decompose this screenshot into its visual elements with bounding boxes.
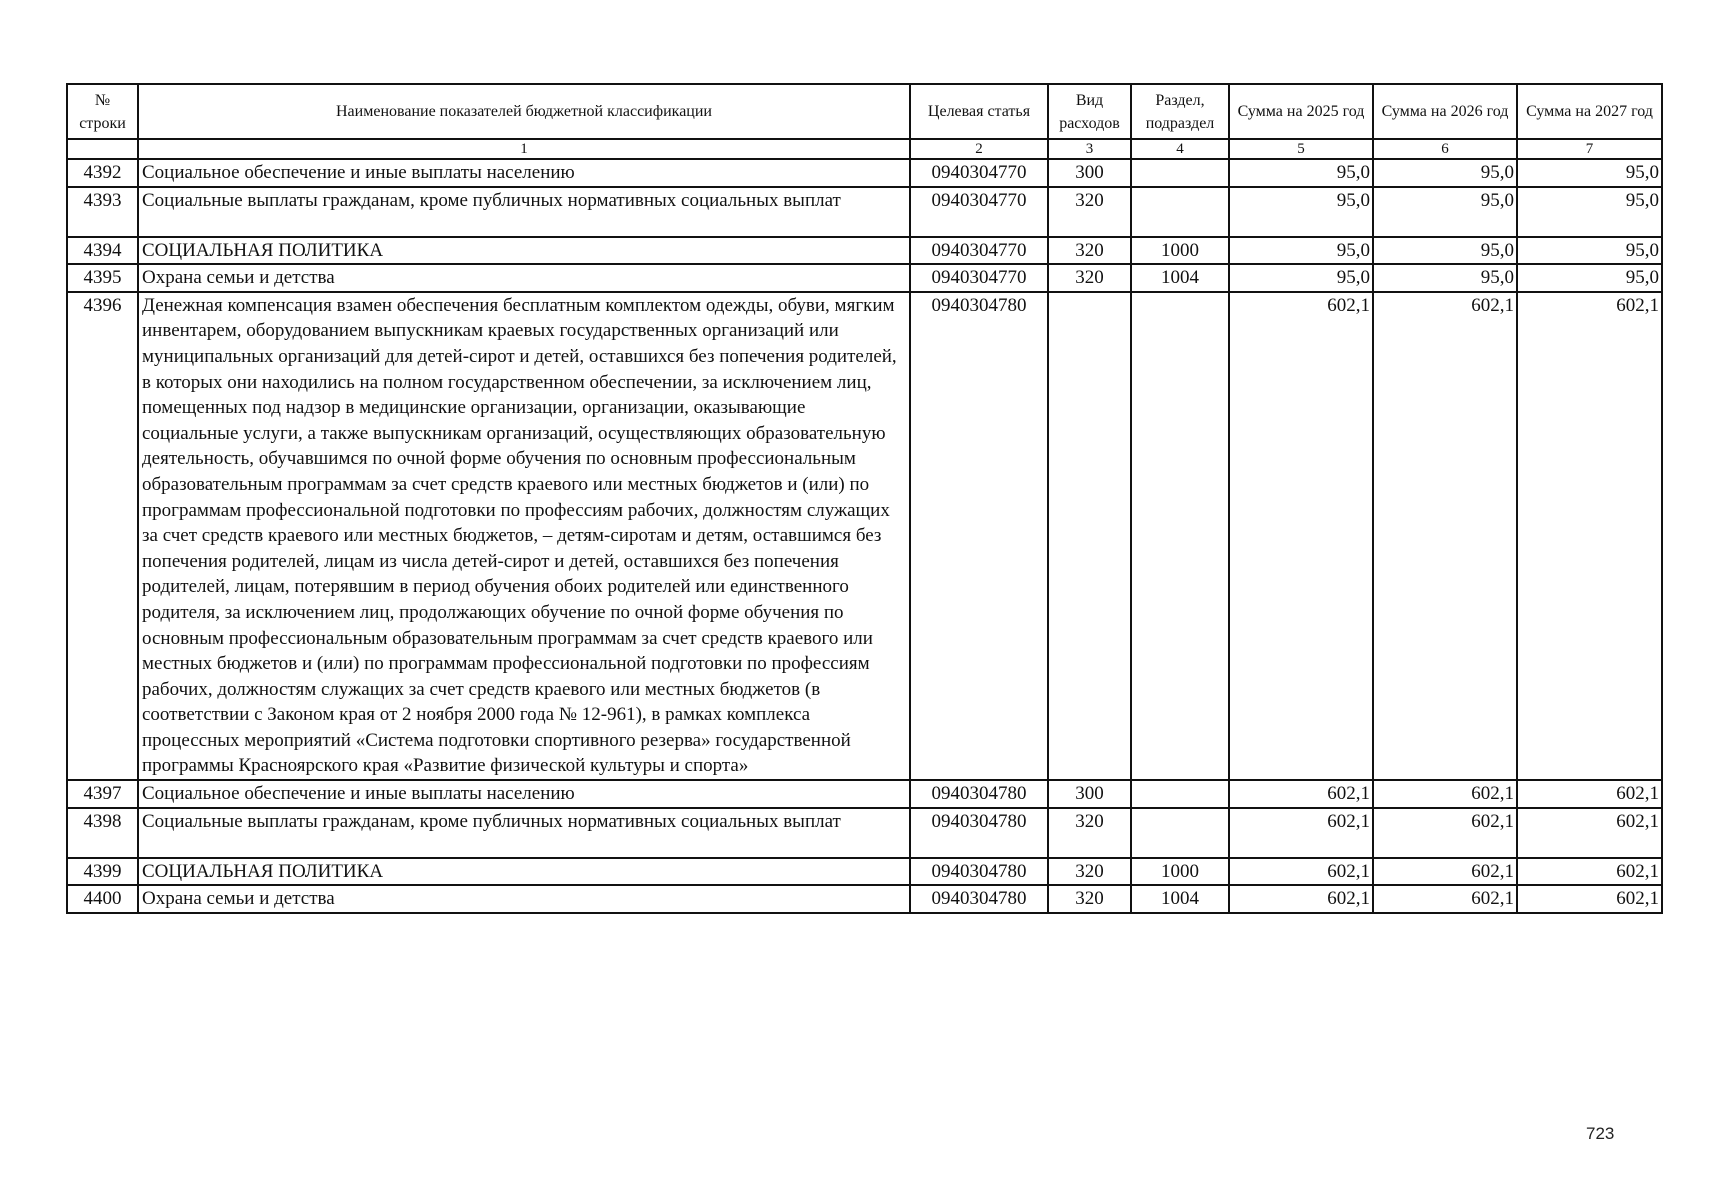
row-sum-2026: 95,0 (1373, 237, 1517, 265)
header-sum-2025: Сумма на 2025 год (1229, 84, 1373, 139)
row-sum-2026: 602,1 (1373, 858, 1517, 886)
row-number: 4396 (67, 292, 138, 780)
row-number: 4394 (67, 237, 138, 265)
row-number: 4400 (67, 885, 138, 913)
row-expense-type: 300 (1048, 159, 1131, 187)
row-sum-2026: 602,1 (1373, 292, 1517, 780)
row-expense-type: 320 (1048, 237, 1131, 265)
table-row (67, 885, 1662, 913)
table-row (67, 292, 1662, 780)
row-sum-2025: 602,1 (1229, 885, 1373, 913)
row-target-code: 0940304780 (910, 885, 1048, 913)
table-row (67, 187, 1662, 237)
row-section (1131, 780, 1229, 808)
row-sum-2025: 95,0 (1229, 187, 1373, 237)
row-name: Социальное обеспечение и иные выплаты населению (138, 159, 910, 187)
row-sum-2026: 95,0 (1373, 187, 1517, 237)
row-section (1131, 159, 1229, 187)
row-expense-type: 320 (1048, 187, 1131, 237)
page-number: 723 (1586, 1124, 1615, 1143)
table-row (67, 780, 1662, 808)
row-expense-type: 320 (1048, 808, 1131, 858)
row-section (1131, 187, 1229, 237)
header-section: Раздел, подраздел (1131, 84, 1229, 139)
row-name: Охрана семьи и детства (138, 885, 910, 913)
row-target-code: 0940304780 (910, 858, 1048, 886)
row-section (1131, 292, 1229, 780)
row-sum-2027: 602,1 (1517, 292, 1662, 780)
budget-table (66, 83, 1663, 914)
column-number: 2 (910, 139, 1048, 159)
table-row (67, 808, 1662, 858)
row-sum-2026: 602,1 (1373, 885, 1517, 913)
row-sum-2026: 95,0 (1373, 159, 1517, 187)
row-sum-2026: 602,1 (1373, 780, 1517, 808)
column-number: 1 (138, 139, 910, 159)
row-target-code: 0940304770 (910, 187, 1048, 237)
row-section: 1004 (1131, 264, 1229, 292)
row-sum-2027: 95,0 (1517, 264, 1662, 292)
column-number: 3 (1048, 139, 1131, 159)
row-name: СОЦИАЛЬНАЯ ПОЛИТИКА (138, 858, 910, 886)
row-expense-type: 320 (1048, 264, 1131, 292)
column-number: 6 (1373, 139, 1517, 159)
row-number: 4395 (67, 264, 138, 292)
row-name: Денежная компенсация взамен обеспечения бесплатным комплектом одежды, обуви, мягким инвентарем, оборудованием выпускникам краевых государственных организаций или муниципальных организаций для детей-сирот и детей, оставшихся без попечения родителей, в которых они находились на полном государственном обеспечении, за исключением лиц, помещенных под надзор в медицинские организации, организации, оказывающие социальные услуги, а также выпускникам организаций, осуществляющих образовательную деятельность, обучавшимся по очной форме обучения по основным профессиональным образовательным программам за счет средств краевого или местных бюджетов и (или) по программам профессиональной подготовки по профессиям рабочих, должностям служащих за счет средств краевого или местных бюджетов, – детям-сиротам и детям, оставшимся без попечения родителей, лицам из числа детей-сирот и детей, оставшихся без попечения родителей, лицам, потерявшим в период обучения обоих родителей или единственного родителя, за исключением лиц, продолжающих обучение по очной форме обучения по основным профессиональным образовательным программам за счет средств краевого или местных бюджетов и (или) по программам профессиональной подготовки по профессиям рабочих, должностям служащих за счет средств краевого или местных бюджетов (в соответствии с Законом края от 2 ноября 2000 года № 12-961), в рамках комплекса процессных мероприятий «Система подготовки спортивного резерва» государственной программы Красноярского края «Развитие физической культуры и спорта» (138, 292, 910, 780)
column-number: 5 (1229, 139, 1373, 159)
header-expense-type: Вид расходов (1048, 84, 1131, 139)
row-expense-type: 300 (1048, 780, 1131, 808)
row-target-code: 0940304780 (910, 808, 1048, 858)
row-number: 4398 (67, 808, 138, 858)
row-sum-2025: 95,0 (1229, 159, 1373, 187)
row-sum-2025: 602,1 (1229, 292, 1373, 780)
row-sum-2027: 602,1 (1517, 858, 1662, 886)
row-expense-type (1048, 292, 1131, 780)
row-expense-type: 320 (1048, 858, 1131, 886)
row-sum-2026: 95,0 (1373, 264, 1517, 292)
row-target-code: 0940304780 (910, 292, 1048, 780)
column-number-row (67, 139, 1662, 159)
row-target-code: 0940304780 (910, 780, 1048, 808)
row-sum-2025: 602,1 (1229, 858, 1373, 886)
row-sum-2025: 95,0 (1229, 264, 1373, 292)
row-sum-2027: 602,1 (1517, 885, 1662, 913)
row-number: 4397 (67, 780, 138, 808)
row-name: Охрана семьи и детства (138, 264, 910, 292)
row-name: Социальные выплаты гражданам, кроме публичных нормативных социальных выплат (138, 808, 910, 858)
row-name: СОЦИАЛЬНАЯ ПОЛИТИКА (138, 237, 910, 265)
row-sum-2025: 602,1 (1229, 808, 1373, 858)
row-section: 1004 (1131, 885, 1229, 913)
header-sum-2027: Сумма на 2027 год (1517, 84, 1662, 139)
header-sum-2026: Сумма на 2026 год (1373, 84, 1517, 139)
header-target: Целевая статья (910, 84, 1048, 139)
column-number: 7 (1517, 139, 1662, 159)
table-row (67, 159, 1662, 187)
row-number: 4399 (67, 858, 138, 886)
header-name: Наименование показателей бюджетной классификации (138, 84, 910, 139)
row-target-code: 0940304770 (910, 159, 1048, 187)
row-expense-type: 320 (1048, 885, 1131, 913)
row-target-code: 0940304770 (910, 264, 1048, 292)
row-sum-2027: 602,1 (1517, 780, 1662, 808)
row-section (1131, 808, 1229, 858)
header-row-no: № строки (67, 84, 138, 139)
row-name: Социальное обеспечение и иные выплаты населению (138, 780, 910, 808)
row-sum-2027: 95,0 (1517, 159, 1662, 187)
row-target-code: 0940304770 (910, 237, 1048, 265)
row-sum-2027: 602,1 (1517, 808, 1662, 858)
row-section: 1000 (1131, 858, 1229, 886)
row-number: 4393 (67, 187, 138, 237)
row-section: 1000 (1131, 237, 1229, 265)
row-sum-2027: 95,0 (1517, 187, 1662, 237)
row-name: Социальные выплаты гражданам, кроме публичных нормативных социальных выплат (138, 187, 910, 237)
table-row (67, 264, 1662, 292)
table-row (67, 858, 1662, 886)
row-sum-2025: 95,0 (1229, 237, 1373, 265)
table-row (67, 237, 1662, 265)
column-number: 4 (1131, 139, 1229, 159)
row-sum-2027: 95,0 (1517, 237, 1662, 265)
row-number: 4392 (67, 159, 138, 187)
header-row (67, 84, 1662, 139)
column-number (67, 139, 138, 159)
row-sum-2026: 602,1 (1373, 808, 1517, 858)
row-sum-2025: 602,1 (1229, 780, 1373, 808)
